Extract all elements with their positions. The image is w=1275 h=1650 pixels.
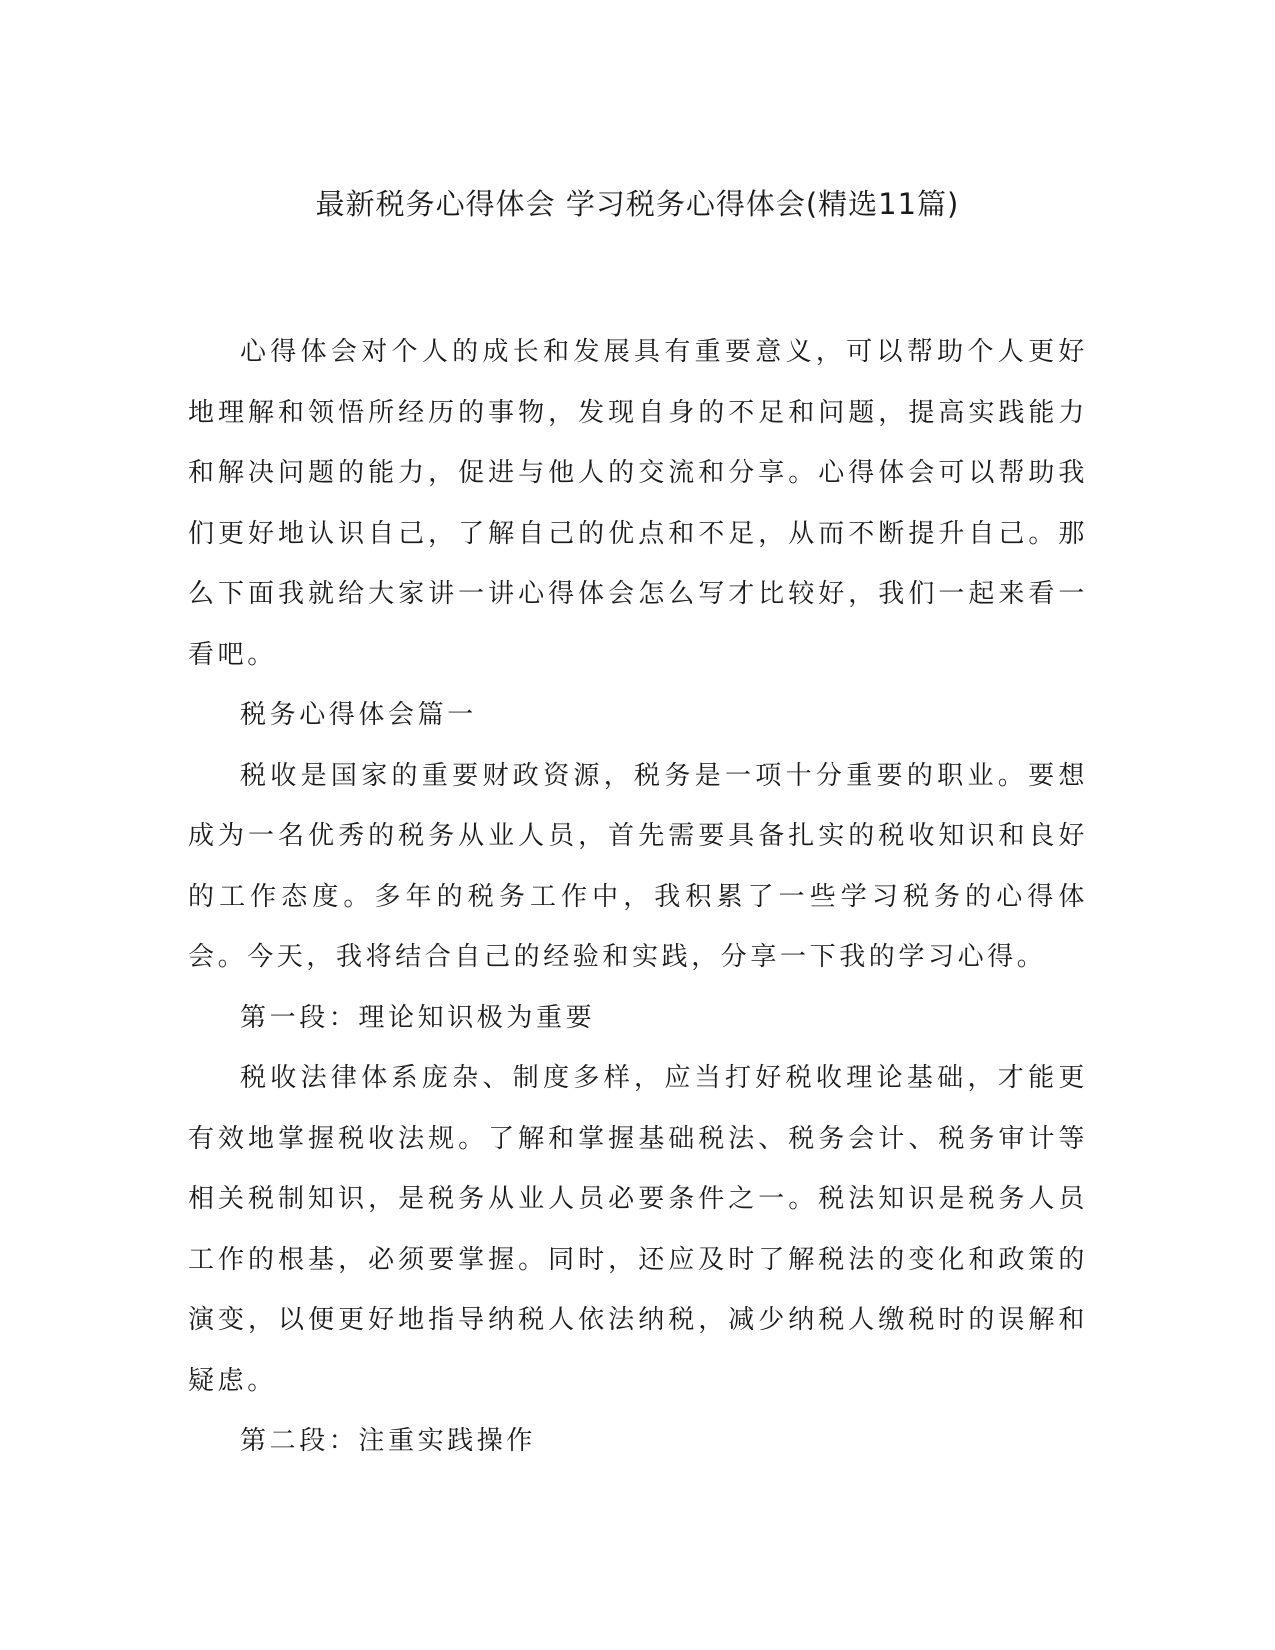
document-title: 最新税务心得体会 学习税务心得体会(精选11篇) xyxy=(315,187,960,221)
intro-paragraph: 心得体会对个人的成长和发展具有重要意义，可以帮助个人更好地理解和领悟所经历的事物，发现自身的不足和问题，提高实践能力和解决问题的能力，促进与他人的交流和分享。心得体会可以帮助我们更好地认识自己，了解自己的优点和不足，从而不断提升自己。那么下面我就给大家讲一讲心得体会怎么写才比较好，我们一起来看一看吧。 xyxy=(188,337,1088,670)
body-paragraph: 税收法律体系庞杂、制度多样，应当打好税收理论基础，才能更有效地掌握税收法规。了解和掌握基础税法、税务会计、税务审计等相关税制知识，是税务从业人员必要条件之一。税法知识是税务人员工作的根基，必须要掌握。同时，还应及时了解税法的变化和政策的演变，以便更好地指导纳税人依法纳税，减少纳税人缴税时的误解和疑虑。 xyxy=(188,1063,1088,1396)
section-heading-paragraph-one: 第一段：理论知识极为重要 xyxy=(240,1002,596,1033)
section-heading-paragraph-two: 第二段：注重实践操作 xyxy=(240,1426,537,1456)
body-paragraph: 税收是国家的重要财政资源，税务是一项十分重要的职业。要想成为一名优秀的税务从业人员，首先需要具备扎实的税收知识和良好的工作态度。多年的税务工作中，我积累了一些学习税务的心得体会。今天，我将结合自己的经验和实践，分享一下我的学习心得。 xyxy=(188,760,1088,972)
section-heading-part-one: 税务心得体会篇一 xyxy=(240,700,477,730)
document-body xyxy=(188,322,1088,1472)
